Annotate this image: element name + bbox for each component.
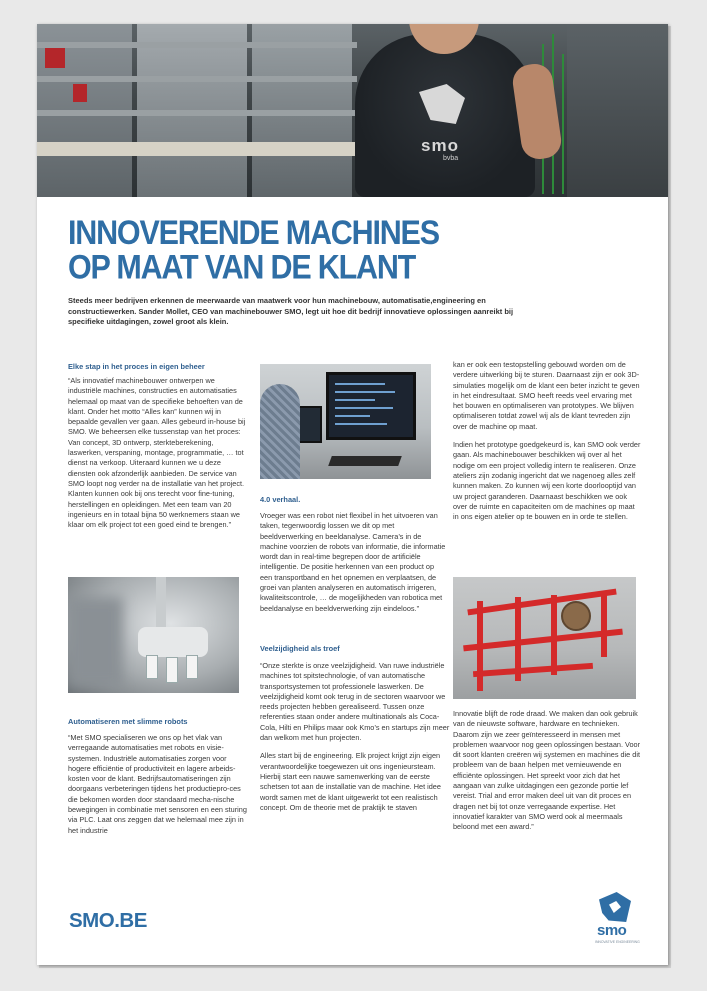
monitor [326,372,416,440]
frame-post [601,593,607,657]
subheading-versatility: Veelzijdigheid als troef [260,644,340,653]
page-shadow-right [668,26,671,967]
photo-blur [68,597,123,687]
article-intro: Steeds meer bedrijven erkennen de meerwaarde van maatwerk voor hun machinebouw, automatisatie,engineering en constructiewerken. Sander Mollet, CEO van machinebouwer SMO, legt uit hoe dit bedrijf innovatieve oplossingen aanreikt bij specifieke uitdagingen, zowel groot als klein. [68,296,514,327]
smo-logo [595,892,640,950]
frame-post [551,595,557,675]
page-shadow-bottom [39,965,671,968]
din-rail [37,110,357,116]
red-machine-photo [453,577,636,699]
shirt-logo-subtext: bvba [443,155,459,162]
paragraph: “Als innovatief machinebouwer ontwerpen we industriële machines, constructies en automatisaties helemaal op maat van de specifieke behoeften van de klant. Onder het motto “Alles kan” kunnen wij in bepaalde gevallen ver gaan. Alles gebeurd in-house bij SMO. We beheersen elke tussenstap van het proces: Van concept, 3D ontwerp, sterkteberekening, laswerken, verspaning, montage, programmatie, … tot dienst na verkoop. Uiteraard kunnen we u deze diensten ook afzonderlijk aanbieden. De service van SMO loopt nog verder na de installatie van het project. Klanten kunnen ook bij ons terecht voor fine-tuning, herstellingen en opleidingen. Met een team van 20 ingenieurs en in totaal bijna 50 werknemers staan we klaar om elk project tot een goed eind te brengen.” [68,376,246,530]
paragraph: “Onze sterkte is onze veelzijdigheid. Van ruwe industriële machines tot spitstechnologie, of van automatische transportsystemen tot professionele laswerken. De veelzijdigheid komt ook terug in de sectoren waarvoor we reeds projecten hebben gerealiseerd. Tussen onze referenties staan onder andere multinationals als Coca-Cola, Hilti en Philips maar ook Kmo’s en startups zijn meer dan welkom met hun projecten. [260,661,450,743]
website-footer[interactable]: SMO.BE [69,909,147,932]
smo-logo-icon [599,892,631,922]
smo-logo-tagline: INNOVATIVE ENGINEERING [595,940,640,944]
robot-tool [166,657,178,683]
column-1-text-bottom [68,733,250,836]
frame-bar [463,629,623,652]
frame-post [477,601,483,691]
frame-post [515,597,521,681]
frame-bar [473,663,593,677]
frame-bar [467,589,616,616]
red-component [45,48,65,68]
hero-photo [37,24,668,197]
headline-line-2: OP MAAT VAN DE KLANT [68,248,416,287]
robot-gripper [138,627,208,657]
control-cabinet [567,24,668,197]
column-2-text-top [260,511,448,614]
din-rail [37,42,357,48]
article-headline [68,213,439,287]
subheading-industry-4: 4.0 verhaal. [260,495,301,504]
column-1-text-top [68,376,246,530]
robot-photo [68,577,239,693]
paragraph: kan er ook een testopstelling gebouwd worden om de verdere uitwerking bij te sturen. Daarnaast zijn er ook 3D-simulaties mogelijk om de klant een beter inzicht te geven in het eindresultaat. SMO heeft reeds veel ervaring met het bouwen en optimaliseren van prototypes. We blijven optimaliseren totdat zowel wij als de klant tevreden zijn over de machine op maat. [453,360,640,431]
column-2-text-bottom [260,661,450,813]
paragraph: Vroeger was een robot niet flexibel in het uitvoeren van taken, tegenwoordig lossen we dit op met beeldverwerking en beeldanalyse. Camera’s in de machine voorzien de robots van informatie, die informatie wordt dan in real-time begrepen door de artificiële intelligentie. De positie herkennen van een product op een transportband en het opnemen en verplaatsen, de groei van planten analyseren en automatisch irrigeren, kwaliteitscontrole, … de mogelijkheden van robotica met beeldanalyse en beeldverwerking zijn eindeloos.” [260,511,446,613]
engineer-desk-photo [260,364,431,479]
green-wire [562,54,564,194]
paragraph: Alles start bij de engineering. Elk project krijgt zijn eigen verantwoordelijke toegewezen uit ons ingenieursteam. Hierbij start een nauwe samenwerking van de eerste schetsen tot aan de installatie van de machine. Het idee wordt samen met de klant uitgewerkt tot een realistisch concept. Om de theorie met de praktijk te staven [260,751,441,812]
magazine-page [37,24,668,965]
smo-logo-text: smo [597,922,627,939]
keyboard [328,456,402,466]
workbench [37,142,367,156]
subheading-process: Elke stap in het proces in eigen beheer [68,362,205,371]
subheading-robots: Automatiseren met slimme robots [68,717,188,726]
headline-line-1: INNOVERENDE MACHINES [68,213,439,252]
din-rail [37,76,357,82]
shirt-logo-text: smo [421,136,459,155]
column-3-text-top [453,360,641,522]
robot-tool [186,655,198,679]
paragraph: “Met SMO specialiseren we ons op het vlak van verregaande automatisaties met robots en visie-systemen. Industriële automatisaties zorgen voor hogere efficiëntie of productiviteit en lagere arbeids-kosten voor de klant. Bedrijfsautomatiseringen zijn doorgaans verbeteringen tijdens het productiepro-ces die bekomen worden door standaard mecha-nische bewegingen in combinatie met sensoren en een sturing via PLC. Laat ons zeggen dat we helemaal mee zijn in het industrie [68,733,247,835]
material-roll [561,601,591,631]
paragraph: Innovatie blijft de rode draad. We maken dan ook gebruik van de nieuwste software, hardware en technieken. Daarom zijn we zeer geïnteresseerd in mensen met problemen waarvoor nog geen oplossingen bestaan. Voor dit soort klanten creëren wij systemen en machines die dit probleem van de baan helpen met vernieuwende en efficiënte oplossingen. Het spreekt voor zich dat het aangaan van zulke uitdagingen een gezonde portie lef vereist. Trial and error maken deel uit van dit proces en dragen net bij tot onze verregaande expertise. Het innovatief karakter van SMO werd ook al meermaals beloond met een award.” [453,709,641,832]
engineer [260,384,300,479]
paragraph: Indien het prototype goedgekeurd is, kan SMO ook verder gaan. Als machinebouwer beschikken wij over al het nodige om een project volledig intern te realiseren. Onze ateliers zijn zodanig ingericht dat we nagenoeg alles zelf kunnen maken. Zo kunnen wij een korte doorlooptijd van uw project garanderen. Daarnaast beschikken we ook over de ruimte en capaciteiten om de machines op maat in ons eigen atelier op te bouwen en in orde te stellen. [453,440,641,522]
robot-tool [146,655,158,679]
red-component [73,84,87,102]
column-3-text-bottom [453,709,643,833]
